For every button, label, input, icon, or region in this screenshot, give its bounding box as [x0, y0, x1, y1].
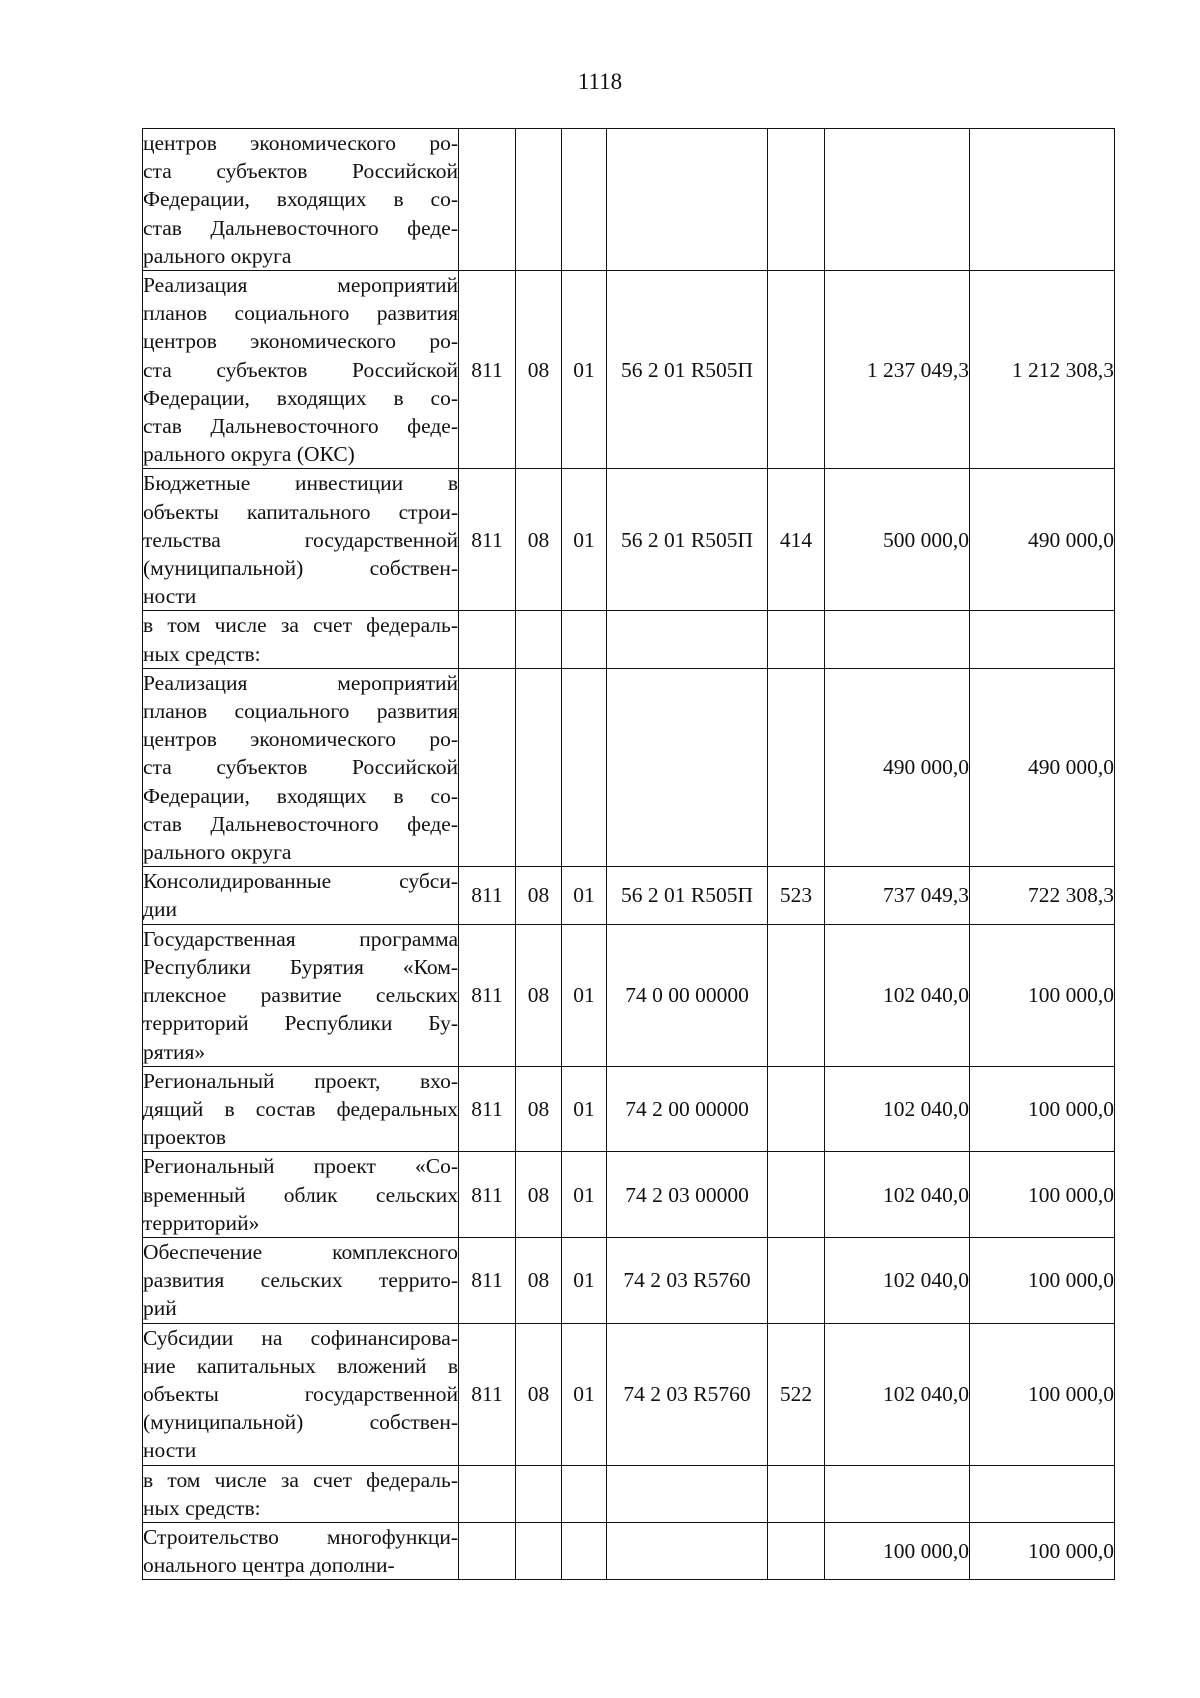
item-name-line: Региональный проект «Со-: [143, 1154, 458, 1179]
table-row: [143, 1237, 1115, 1323]
amount-year-1-cell: 500 000,0: [825, 469, 970, 611]
amount-year-2-cell: 100 000,0: [970, 1323, 1115, 1465]
item-name-line: ных средств:: [143, 641, 261, 666]
expense-type-cell: [768, 129, 825, 271]
item-name-line: дии: [143, 897, 177, 922]
page-number: 1118: [577, 69, 623, 94]
expense-type-cell: [768, 1152, 825, 1238]
item-name-line: тельства государственной: [143, 527, 458, 552]
amount-year-2-cell: 722 308,3: [970, 867, 1115, 924]
section-code-cell: 08: [516, 1323, 562, 1465]
section-code-cell: 08: [516, 271, 562, 469]
amount-year-2-cell: 100 000,0: [970, 1066, 1115, 1152]
target-article-cell: 74 2 03 00000: [607, 1152, 768, 1238]
item-name-line: центров экономического ро-: [143, 131, 458, 155]
subsection-code-cell: [562, 1522, 607, 1579]
item-name-line: рального округа (ОКС): [143, 442, 355, 467]
item-name-text: [143, 867, 458, 923]
expense-type-cell: [768, 611, 825, 668]
subsection-code-cell: 01: [562, 1237, 607, 1323]
item-name-line: центров экономического ро-: [143, 329, 458, 354]
table-row: [143, 469, 1115, 611]
item-name-line: ности: [143, 584, 197, 609]
item-name-text: [143, 1324, 458, 1465]
amount-year-2-cell: 490 000,0: [970, 469, 1115, 611]
item-name-line: Реализация мероприятий: [143, 670, 458, 695]
item-name-line: объекты капитального строи-: [143, 499, 458, 524]
expense-type-cell: 523: [768, 867, 825, 924]
item-name-line: ста субъектов Российской: [143, 357, 458, 382]
subsection-code-cell: [562, 1465, 607, 1522]
table-row: [143, 668, 1115, 866]
ministry-code-cell: 811: [459, 469, 516, 611]
item-name-cell: [143, 271, 459, 469]
section-code-cell: 08: [516, 867, 562, 924]
ministry-code-cell: 811: [459, 1066, 516, 1152]
item-name-line: планов социального развития: [143, 301, 458, 326]
item-name-line: в том числе за счет федераль-: [143, 613, 458, 638]
table-row: [143, 924, 1115, 1066]
item-name-line: развития сельских террито-: [143, 1268, 458, 1293]
item-name-line: ных средств:: [143, 1495, 261, 1520]
item-name-text: [143, 271, 458, 468]
item-name-line: став Дальневосточного феде-: [143, 811, 458, 836]
amount-year-1-cell: 102 040,0: [825, 1323, 970, 1465]
table-row: [143, 1152, 1115, 1238]
expense-type-cell: [768, 1237, 825, 1323]
item-name-cell: [143, 129, 459, 271]
target-article-cell: 74 0 00 00000: [607, 924, 768, 1066]
item-name-line: Республики Бурятия «Ком-: [143, 954, 458, 979]
table-row: [143, 1522, 1115, 1579]
item-name-text: [143, 1152, 458, 1237]
expense-type-cell: [768, 924, 825, 1066]
item-name-line: дящий в состав федеральных: [143, 1096, 458, 1121]
table-row: [143, 867, 1115, 924]
item-name-cell: [143, 924, 459, 1066]
item-name-cell: [143, 668, 459, 866]
item-name-line: Субсидии на софинансирова-: [143, 1325, 458, 1350]
item-name-cell: [143, 1522, 459, 1579]
item-name-text: [143, 1523, 458, 1579]
subsection-code-cell: 01: [562, 867, 607, 924]
section-code-cell: 08: [516, 1066, 562, 1152]
item-name-line: планов социального развития: [143, 699, 458, 724]
amount-year-1-cell: 102 040,0: [825, 1066, 970, 1152]
item-name-line: Федерации, входящих в со-: [143, 783, 458, 808]
item-name-line: Федерации, входящих в со-: [143, 187, 458, 212]
section-code-cell: 08: [516, 469, 562, 611]
section-code-cell: 08: [516, 1152, 562, 1238]
item-name-line: став Дальневосточного феде-: [143, 215, 458, 240]
amount-year-2-cell: 100 000,0: [970, 924, 1115, 1066]
expense-type-cell: [768, 271, 825, 469]
item-name-line: рального округа: [143, 840, 292, 865]
ministry-code-cell: 811: [459, 924, 516, 1066]
ministry-code-cell: 811: [459, 1323, 516, 1465]
item-name-line: плексное развитие сельских: [143, 983, 458, 1008]
item-name-text: [143, 469, 458, 610]
ministry-code-cell: 811: [459, 1152, 516, 1238]
item-name-line: Региональный проект, вхо-: [143, 1068, 458, 1093]
target-article-cell: [607, 129, 768, 271]
target-article-cell: [607, 668, 768, 866]
item-name-line: ста субъектов Российской: [143, 755, 458, 780]
table-row: [143, 1465, 1115, 1522]
item-name-line: рального округа: [143, 243, 292, 268]
amount-year-1-cell: 102 040,0: [825, 1152, 970, 1238]
item-name-line: ста субъектов Российской: [143, 159, 458, 184]
item-name-line: проектов: [143, 1125, 226, 1150]
ministry-code-cell: [459, 129, 516, 271]
section-code-cell: [516, 611, 562, 668]
item-name-line: центров экономического ро-: [143, 727, 458, 752]
item-name-line: Федерации, входящих в со-: [143, 385, 458, 410]
subsection-code-cell: [562, 668, 607, 866]
section-code-cell: [516, 1522, 562, 1579]
target-article-cell: 74 2 03 R5760: [607, 1237, 768, 1323]
item-name-line: став Дальневосточного феде-: [143, 414, 458, 439]
amount-year-1-cell: [825, 129, 970, 271]
amount-year-1-cell: [825, 611, 970, 668]
item-name-line: Бюджетные инвестиции в: [143, 471, 458, 496]
target-article-cell: [607, 1522, 768, 1579]
item-name-cell: [143, 1237, 459, 1323]
subsection-code-cell: 01: [562, 469, 607, 611]
target-article-cell: 56 2 01 R505П: [607, 867, 768, 924]
table-row: [143, 271, 1115, 469]
subsection-code-cell: 01: [562, 271, 607, 469]
item-name-text: [143, 1466, 458, 1522]
amount-year-2-cell: 1 212 308,3: [970, 271, 1115, 469]
expense-type-cell: 522: [768, 1323, 825, 1465]
item-name-text: [143, 669, 458, 866]
expense-type-cell: [768, 668, 825, 866]
item-name-line: временный облик сельских: [143, 1182, 458, 1207]
table-row: [143, 1323, 1115, 1465]
amount-year-1-cell: [825, 1465, 970, 1522]
subsection-code-cell: [562, 611, 607, 668]
section-code-cell: 08: [516, 924, 562, 1066]
subsection-code-cell: 01: [562, 924, 607, 1066]
ministry-code-cell: 811: [459, 1237, 516, 1323]
item-name-line: рятия»: [143, 1039, 206, 1064]
item-name-line: Строительство многофункци-: [143, 1524, 458, 1549]
section-code-cell: [516, 1465, 562, 1522]
item-name-cell: [143, 867, 459, 924]
amount-year-2-cell: [970, 1465, 1115, 1522]
amount-year-1-cell: 102 040,0: [825, 924, 970, 1066]
item-name-cell: [143, 1152, 459, 1238]
ministry-code-cell: 811: [459, 271, 516, 469]
target-article-cell: 74 2 00 00000: [607, 1066, 768, 1152]
subsection-code-cell: 01: [562, 1152, 607, 1238]
target-article-cell: 56 2 01 R505П: [607, 271, 768, 469]
ministry-code-cell: [459, 668, 516, 866]
subsection-code-cell: 01: [562, 1323, 607, 1465]
amount-year-1-cell: 737 049,3: [825, 867, 970, 924]
amount-year-1-cell: 490 000,0: [825, 668, 970, 866]
item-name-line: ности: [143, 1438, 197, 1463]
item-name-cell: [143, 611, 459, 668]
ministry-code-cell: [459, 1465, 516, 1522]
item-name-line: Консолидированные субси-: [143, 869, 458, 894]
subsection-code-cell: 01: [562, 1066, 607, 1152]
target-article-cell: 56 2 01 R505П: [607, 469, 768, 611]
subsection-code-cell: [562, 129, 607, 271]
ministry-code-cell: 811: [459, 867, 516, 924]
item-name-cell: [143, 469, 459, 611]
item-name-line: (муниципальной) собствен-: [143, 1410, 458, 1435]
target-article-cell: [607, 611, 768, 668]
item-name-line: рий: [143, 1296, 177, 1321]
expense-type-cell: [768, 1522, 825, 1579]
table-row: [143, 1066, 1115, 1152]
item-name-text: [143, 1238, 458, 1323]
ministry-code-cell: [459, 611, 516, 668]
table-row: [143, 611, 1115, 668]
amount-year-1-cell: 100 000,0: [825, 1522, 970, 1579]
section-code-cell: [516, 668, 562, 866]
item-name-line: Обеспечение комплексного: [143, 1239, 458, 1264]
amount-year-2-cell: [970, 129, 1115, 271]
item-name-line: в том числе за счет федераль-: [143, 1467, 458, 1492]
budget-table-body: [143, 129, 1115, 1580]
amount-year-1-cell: 102 040,0: [825, 1237, 970, 1323]
item-name-text: [143, 1067, 458, 1152]
table-row: [143, 129, 1115, 271]
item-name-line: объекты государственной: [143, 1381, 458, 1406]
target-article-cell: [607, 1465, 768, 1522]
budget-table: [142, 128, 1115, 1580]
item-name-line: территорий Республики Бу-: [143, 1011, 458, 1036]
amount-year-2-cell: [970, 611, 1115, 668]
expense-type-cell: 414: [768, 469, 825, 611]
item-name-text: [143, 925, 458, 1066]
item-name-line: ние капитальных вложений в: [143, 1353, 458, 1378]
section-code-cell: [516, 129, 562, 271]
item-name-line: Реализация мероприятий: [143, 273, 458, 298]
item-name-line: онального центра дополни-: [143, 1553, 395, 1578]
item-name-cell: [143, 1066, 459, 1152]
item-name-line: Государственная программа: [143, 926, 458, 951]
amount-year-2-cell: 490 000,0: [970, 668, 1115, 866]
expense-type-cell: [768, 1465, 825, 1522]
item-name-line: (муниципальной) собствен-: [143, 556, 458, 581]
expense-type-cell: [768, 1066, 825, 1152]
ministry-code-cell: [459, 1522, 516, 1579]
item-name-cell: [143, 1323, 459, 1465]
item-name-text: [143, 129, 458, 270]
target-article-cell: 74 2 03 R5760: [607, 1323, 768, 1465]
item-name-cell: [143, 1465, 459, 1522]
amount-year-2-cell: 100 000,0: [970, 1522, 1115, 1579]
item-name-text: [143, 611, 458, 667]
section-code-cell: 08: [516, 1237, 562, 1323]
amount-year-2-cell: 100 000,0: [970, 1237, 1115, 1323]
amount-year-1-cell: 1 237 049,3: [825, 271, 970, 469]
item-name-line: территорий»: [143, 1210, 260, 1235]
amount-year-2-cell: 100 000,0: [970, 1152, 1115, 1238]
